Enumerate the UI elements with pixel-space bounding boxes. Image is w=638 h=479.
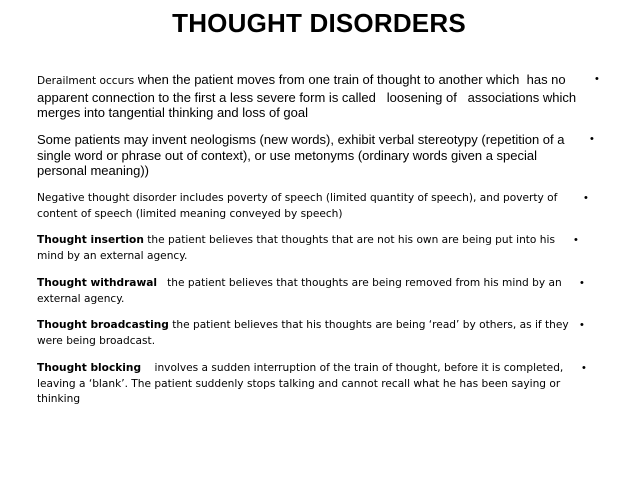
bullet-item-negative-thought-disorder (37, 191, 597, 222)
bullet-item-neologisms (37, 132, 597, 179)
bullet-item-thought-insertion (37, 233, 597, 264)
bullet-body: involves a sudden interruption of the train of thought, before it is completed, leaving a ‘blank’. The patient suddenly stops talking and cannot recall what he has been saying or thinking (37, 362, 567, 405)
bullet-lead: Derailment occurs (37, 75, 135, 87)
bullet-body: the patient believes that his thoughts are being ‘read’ by others, as if they were being broadcast. (37, 319, 573, 347)
slide-title: THOUGHT DISORDERS (172, 8, 466, 38)
bullet-marker: • (590, 133, 594, 145)
bullet-term: Thought blocking (37, 362, 142, 374)
bullet-term: Thought withdrawal (37, 277, 158, 289)
bullet-item-thought-broadcasting (37, 318, 597, 349)
bullet-text (37, 233, 582, 264)
bullet-term: Thought insertion (37, 234, 144, 246)
bullet-text (37, 318, 582, 349)
bullet-marker: • (574, 234, 578, 246)
bullet-marker: • (595, 73, 599, 85)
bullet-body: the patient believes that thoughts that are not his own are being put into his mind by an external agency. (37, 234, 559, 262)
bullet-term: Thought broadcasting (37, 319, 169, 331)
bullet-body: Negative thought disorder includes poverty of speech (limited quantity of speech), and poverty of content of speech (limited meaning conveyed by speech) (37, 192, 558, 220)
bullet-marker: • (580, 277, 584, 289)
bullet-body: when the patient moves from one train of thought to another which has no apparent connection to the first a less severe form is called loosening of associations which merges into tangential thinking and loss of goal (37, 72, 580, 120)
bullet-text (37, 361, 582, 408)
bullet-body: Some patients may invent neologisms (new words), exhibit verbal stereotypy (repetition of a single word or phrase out of context), or use metonyms (ordinary words given a special personal meaning)) (37, 132, 565, 178)
bullet-item-thought-withdrawal (37, 276, 597, 307)
bullet-text (37, 276, 582, 307)
bullet-marker: • (582, 362, 586, 374)
bullet-text (37, 72, 582, 121)
bullet-body: the patient believes that thoughts are being removed from his mind by an external agency. (37, 277, 566, 305)
bullet-item-derailment (37, 72, 597, 121)
bullet-marker: • (580, 319, 584, 331)
bullet-item-thought-blocking (37, 361, 597, 408)
bullet-marker: • (584, 192, 588, 204)
